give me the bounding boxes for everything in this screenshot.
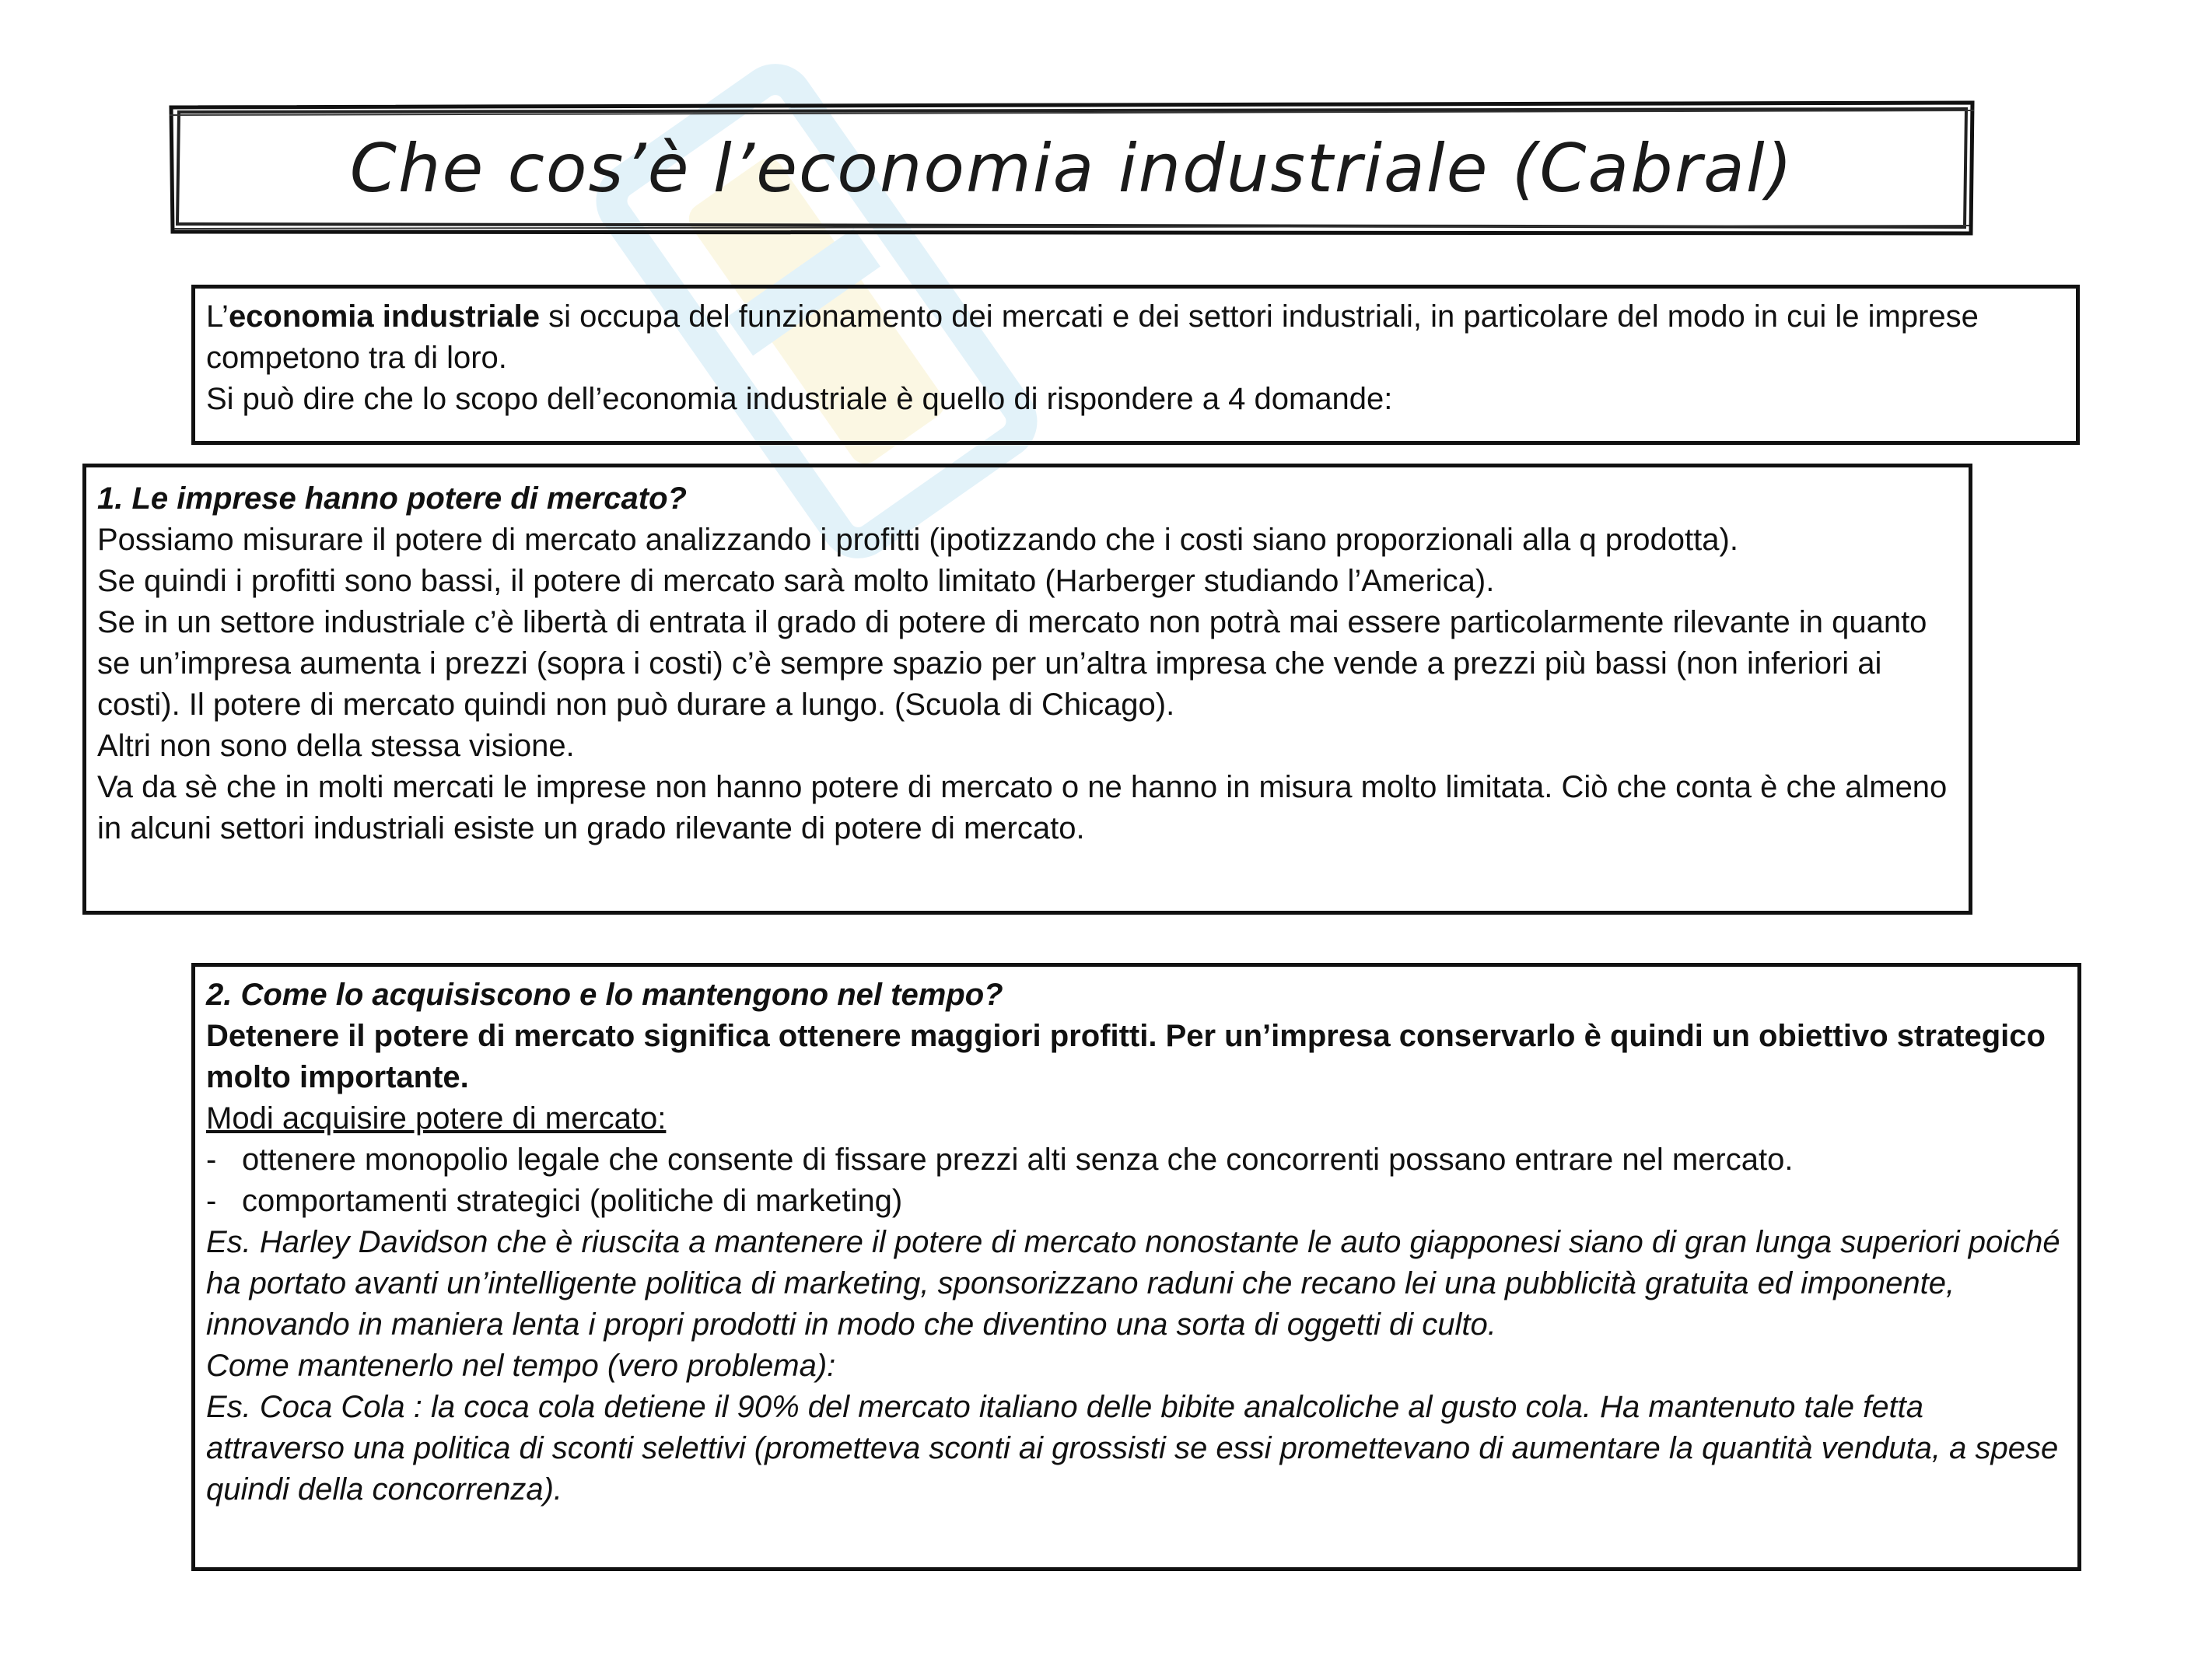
q1-paragraph-3: Se in un settore industriale c’è libertà di entrata il grado di potere di mercato non potrà mai essere particolarmente rilevante in quanto se un’impresa aumenta i prezzi (sopra i costi) c’è sempre spazio per un’altra impresa che vende a prezzi più bassi (non inferiori ai costi). Il potere di mercato quindi non può durare a lungo. (Scuola di Chicago). bbox=[97, 605, 1927, 722]
list-item-text: ottenere monopolio legale che consente di fissare prezzi alti senza che concorrenti possano entrare nel mercato. bbox=[242, 1143, 1794, 1177]
q1-paragraph-4: Altri non sono della stessa visione. bbox=[97, 729, 575, 763]
intro-paragraph bbox=[206, 296, 2065, 379]
intro-prefix: L’ bbox=[206, 299, 229, 334]
intro-box bbox=[191, 285, 2080, 445]
q1-paragraph-2: Se quindi i profitti sono bassi, il potere di mercato sarà molto limitato (Harberger studiando l’America). bbox=[97, 564, 1495, 598]
q2-modes-label: Modi acquisire potere di mercato: bbox=[206, 1101, 667, 1136]
title-box bbox=[168, 100, 1976, 238]
q1-paragraph-5: Va da sè che in molti mercati le imprese non hanno potere di mercato o ne hanno in misura molto limitata. Ciò che conta è che almeno in alcuni settori industriali esiste un grado rilevante di potere di mercato. bbox=[97, 770, 1948, 845]
list-item bbox=[206, 1139, 2067, 1181]
dash-bullet: - bbox=[206, 1184, 217, 1218]
q2-example-coca-cola: Es. Coca Cola : la coca cola detiene il 90% del mercato italiano delle bibite analcoliche al gusto cola. Ha mantenuto tale fetta attraverso una politica di sconti selettivi (prometteva sconti ai grossisti se essi promettevano di aumentare la quantità venduta, a spese quindi della concorrenza). bbox=[206, 1390, 2059, 1507]
page-title: Che cos’è l’economia industriale (Cabral) bbox=[349, 130, 1794, 208]
intro-rest: si occupa del funzionamento dei mercati e dei settori industriali, in particolare del modo in cui le imprese competono tra di loro. bbox=[206, 299, 1979, 375]
question-2-box bbox=[191, 963, 2081, 1571]
list-item-text: comportamenti strategici (politiche di marketing) bbox=[242, 1184, 903, 1218]
q2-maintain-label: Come mantenerlo nel tempo (vero problema): bbox=[206, 1349, 836, 1383]
intro-bold-term: economia industriale bbox=[228, 299, 541, 334]
question-1-heading: 1. Le imprese hanno potere di mercato? bbox=[97, 481, 687, 516]
question-1-box bbox=[82, 464, 1972, 915]
intro-line2: Si può dire che lo scopo dell’economia industriale è quello di rispondere a 4 domande: bbox=[206, 382, 1393, 416]
dash-bullet: - bbox=[206, 1143, 217, 1177]
question-2-heading: 2. Come lo acquisiscono e lo mantengono nel tempo? bbox=[206, 978, 1003, 1012]
q1-paragraph-1: Possiamo misurare il potere di mercato analizzando i profitti (ipotizzando che i costi siano proporzionali alla q prodotta). bbox=[97, 523, 1738, 557]
q2-bold-statement: Detenere il potere di mercato significa ottenere maggiori profitti. Per un’impresa conservarlo è quindi un obiettivo strategico molto importante. bbox=[206, 1019, 2046, 1094]
list-item bbox=[206, 1181, 2067, 1222]
q2-example-harley: Es. Harley Davidson che è riuscita a mantenere il potere di mercato nonostante le auto giapponesi siano di gran lunga superiori poiché ha portato avanti un’intelligente politica di marketing, sponsorizzano raduni che recano lei una pubblicità gratuita ed imponente, innovando in maniera lenta i propri prodotti in modo che diventino una sorta di oggetti di culto. bbox=[206, 1225, 2060, 1342]
